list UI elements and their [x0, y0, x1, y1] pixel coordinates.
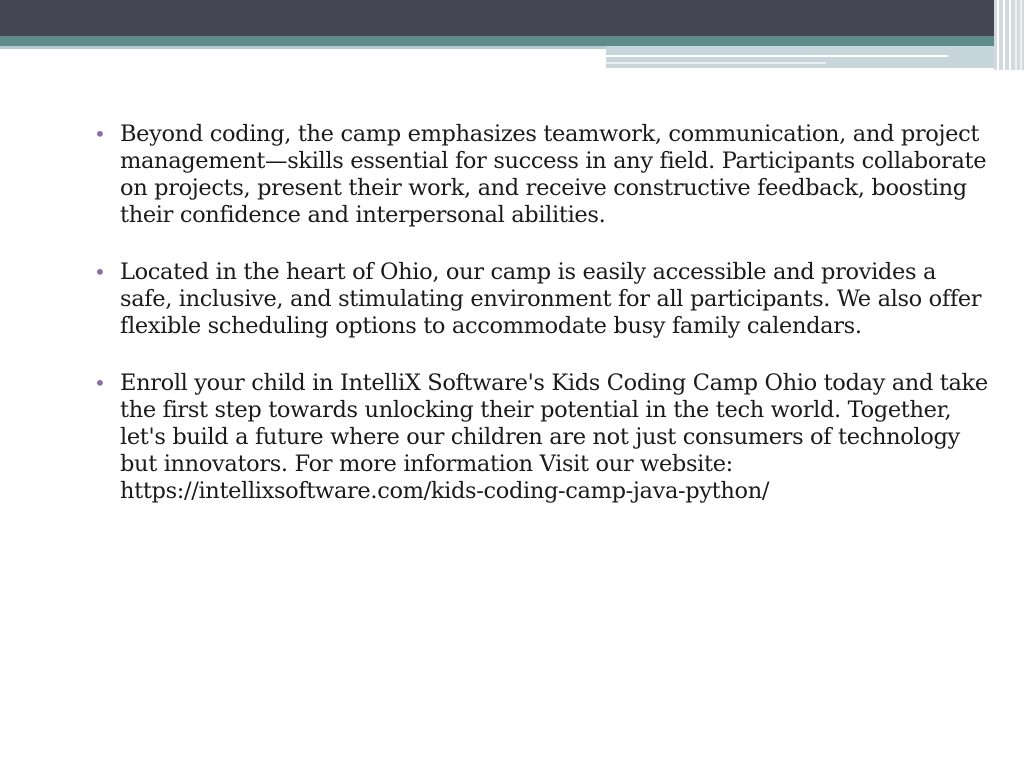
slide-content — [92, 121, 992, 535]
bullet-dot-icon — [94, 121, 105, 148]
stripe — [1003, 0, 1005, 70]
bullet-list — [92, 121, 992, 505]
bullet-dot-icon — [94, 259, 105, 286]
header-right-line — [606, 55, 948, 57]
bullet-item — [92, 121, 992, 229]
stripe — [997, 0, 999, 70]
bullet-text: Located in the heart of Ohio, our camp is easily accessible and provides a safe, inclusive, and stimulating environment for all participants. We also offer flexible scheduling options to accommodate busy family calendars. — [120, 259, 982, 339]
header-teal-band — [0, 36, 1024, 46]
bullet-dot-icon — [94, 370, 105, 397]
stripe — [1015, 0, 1017, 70]
bullet-text: Beyond coding, the camp emphasizes teamwork, communication, and project management—skills essential for success in any field. Participants collaborate on projects, present their work, and receive constructive feedback, boosting their confidence and interpersonal abilities. — [120, 121, 987, 228]
bullet-text: Enroll your child in IntelliX Software's Kids Coding Camp Ohio today and take the first step towards unlocking their potential in the tech world. Together, let's build a future where our children are not just consumers of technology but innovators. For more information Visit our website: https://intellixsoftware.com/kids-coding-camp-java-python/ — [120, 370, 988, 504]
header-vertical-stripes — [994, 0, 1024, 70]
bullet-item — [92, 259, 992, 340]
header-right-line — [606, 62, 826, 64]
stripe — [1020, 0, 1022, 70]
stripe — [1009, 0, 1011, 70]
header-right-block — [606, 46, 998, 68]
bullet-item — [92, 370, 992, 505]
header-dark-band — [0, 0, 1024, 36]
